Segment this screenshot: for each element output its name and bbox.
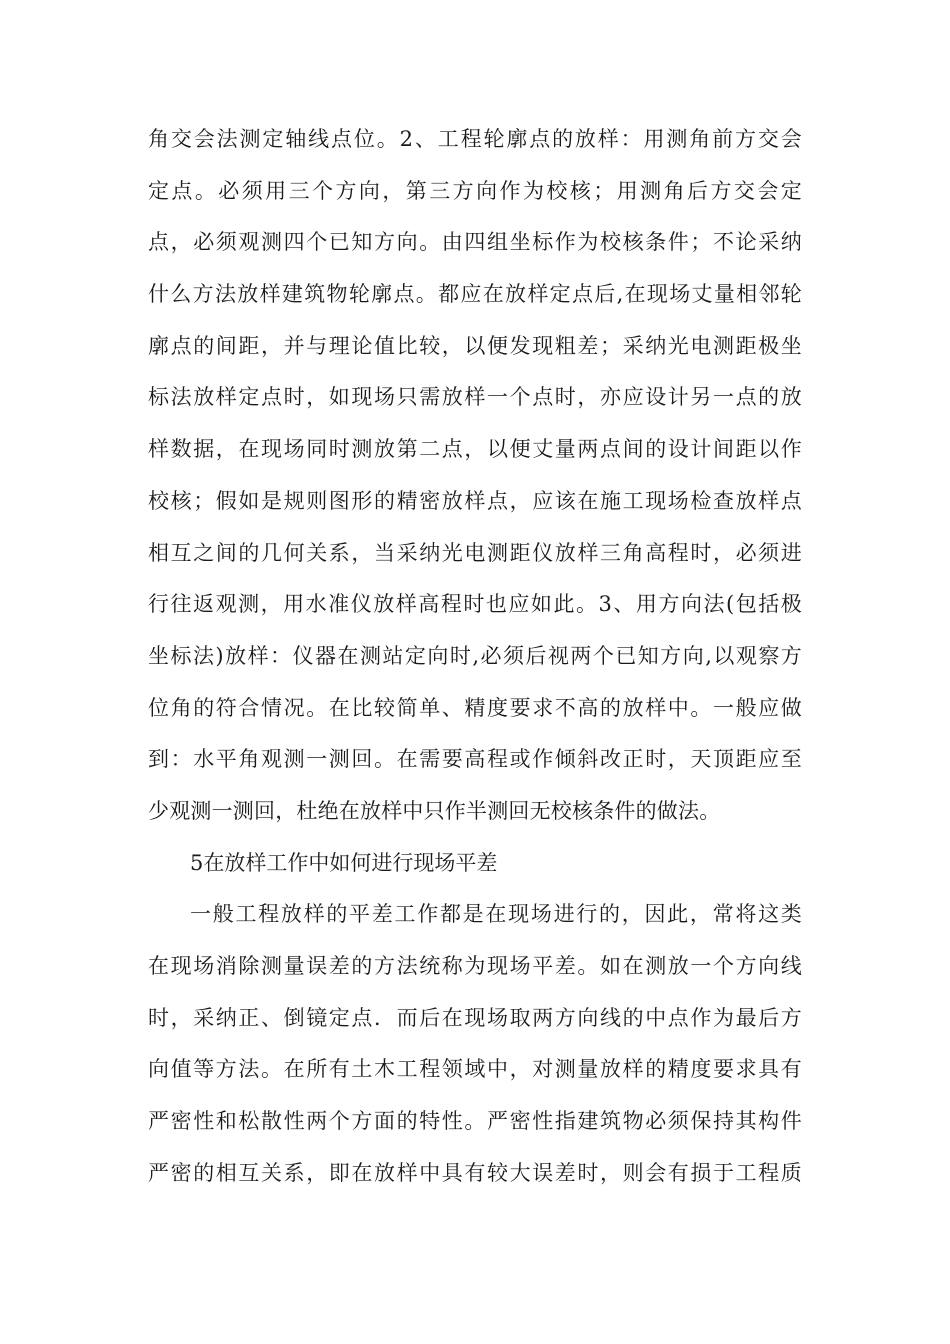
text-line: 什么方法放样建筑物轮廓点。都应在放样定点后,在现场丈量相邻轮 <box>148 282 802 307</box>
text-line: 到：水平角观测一测回。在需要高程或作倾斜改正时，天顶距应至 <box>148 747 802 772</box>
text-line: 相互之间的几何关系，当采纳光电测距仪放样三角高程时，必须进 <box>148 540 802 565</box>
text-line: 行往返观测，用水准仪放样高程时也应如此。3、用方向法(包括极 <box>148 592 802 617</box>
text-line: 校核；假如是规则图形的精密放样点，应该在施工现场检查放样点 <box>148 488 802 513</box>
paragraph-stakeout-methods <box>148 114 802 838</box>
text-line: 定点。必须用三个方向，第三方向作为校核；用测角后方交会定 <box>148 178 802 203</box>
text-line: 严密性和松散性两个方面的特性。严密性指建筑物必须保持其构件 <box>148 1109 802 1134</box>
document-body <box>148 114 802 1199</box>
section-heading: 5在放样工作中如何进行现场平差 <box>190 850 498 875</box>
text-line: 一般工程放样的平差工作都是在现场进行的，因此，常将这类 <box>190 902 802 927</box>
text-line: 坐标法)放样：仪器在测站定向时,必须后视两个已知方向,以观察方 <box>148 643 802 668</box>
paragraph-field-adjustment <box>148 889 802 1199</box>
text-line: 严密的相互关系，即在放样中具有较大误差时，则会有损于工程质 <box>148 1160 802 1185</box>
text-line: 标法放样定点时，如现场只需放样一个点时，亦应设计另一点的放 <box>148 385 802 410</box>
text-line: 样数据，在现场同时测放第二点，以便丈量两点间的设计间距以作 <box>148 437 802 462</box>
text-line: 廓点的间距，并与理论值比较，以便发现粗差；采纳光电测距极坐 <box>148 333 802 358</box>
text-line: 少观测一测回，杜绝在放样中只作半测回无校核条件的做法。 <box>148 798 721 823</box>
text-line: 在现场消除测量误差的方法统称为现场平差。如在测放一个方向线 <box>148 954 802 978</box>
text-line: 时，采纳正、倒镜定点．而后在现场取两方向线的中点作为最后方 <box>148 1005 802 1030</box>
text-line: 角交会法测定轴线点位。2、工程轮廓点的放样：用测角前方交会 <box>148 127 802 151</box>
text-line: 向值等方法。在所有土木工程领域中，对测量放样的精度要求具有 <box>148 1057 802 1082</box>
text-line: 位角的符合情况。在比较简单、精度要求不高的放样中。一般应做 <box>148 695 802 720</box>
text-line: 点，必须观测四个已知方向。由四组坐标作为校核条件；不论采纳 <box>148 230 802 255</box>
